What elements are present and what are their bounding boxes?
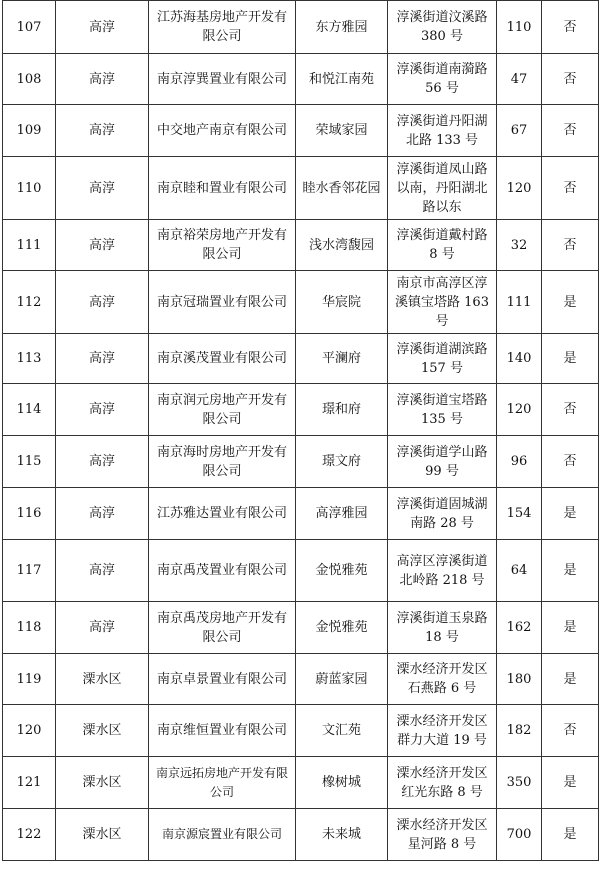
project-cell: 璟和府 (296, 384, 388, 436)
table-row (3, 809, 599, 861)
project-cell: 橡树城 (296, 757, 388, 809)
row-number: 122 (3, 809, 56, 861)
district-cell: 高淳 (56, 436, 149, 488)
district-cell: 高淳 (56, 334, 149, 384)
row-number: 116 (3, 488, 56, 540)
row-number: 107 (3, 1, 56, 54)
housing-project-table (2, 0, 599, 861)
table-row (3, 436, 599, 488)
table-row (3, 488, 599, 540)
flag-cell: 否 (542, 54, 599, 105)
project-cell: 荣域家园 (296, 105, 388, 157)
project-cell: 睦水香邻花园 (296, 157, 388, 220)
company-cell: 南京冠瑞置业有限公司 (149, 271, 296, 334)
table-row (3, 757, 599, 809)
address-cell: 淳溪街道凤山路以南，丹阳湖北路以东 (388, 157, 497, 220)
district-cell: 高淳 (56, 220, 149, 271)
row-number: 108 (3, 54, 56, 105)
address-cell: 淳溪街道固城湖南路 28 号 (388, 488, 497, 540)
flag-cell: 是 (542, 654, 599, 705)
flag-cell: 是 (542, 757, 599, 809)
flag-cell: 是 (542, 809, 599, 861)
district-cell: 高淳 (56, 271, 149, 334)
district-cell: 高淳 (56, 105, 149, 157)
district-cell: 高淳 (56, 54, 149, 105)
address-cell: 南京市高淳区淳溪镇宝塔路 163 号 (388, 271, 497, 334)
row-number: 113 (3, 334, 56, 384)
table-row (3, 157, 599, 220)
project-cell: 和悦江南苑 (296, 54, 388, 105)
table-row (3, 54, 599, 105)
address-cell: 淳溪街道学山路 99 号 (388, 436, 497, 488)
address-cell: 高淳区淳溪街道北岭路 218 号 (388, 540, 497, 602)
company-cell: 南京源宸置业有限公司 (149, 809, 296, 861)
flag-cell: 是 (542, 540, 599, 602)
flag-cell: 否 (542, 220, 599, 271)
project-cell: 未来城 (296, 809, 388, 861)
units-cell: 110 (497, 1, 542, 54)
address-cell: 淳溪街道宝塔路 135 号 (388, 384, 497, 436)
flag-cell: 否 (542, 384, 599, 436)
table-row (3, 705, 599, 757)
flag-cell: 否 (542, 436, 599, 488)
company-cell: 南京远拓房地产开发有限公司 (149, 757, 296, 809)
units-cell: 47 (497, 54, 542, 105)
company-cell: 南京睦和置业有限公司 (149, 157, 296, 220)
units-cell: 182 (497, 705, 542, 757)
table-row (3, 654, 599, 705)
table-row (3, 105, 599, 157)
units-cell: 162 (497, 602, 542, 654)
table-row (3, 602, 599, 654)
row-number: 117 (3, 540, 56, 602)
address-cell: 淳溪街道玉泉路 18 号 (388, 602, 497, 654)
units-cell: 67 (497, 105, 542, 157)
flag-cell: 是 (542, 334, 599, 384)
flag-cell: 是 (542, 602, 599, 654)
table-row (3, 1, 599, 54)
project-cell: 华宸院 (296, 271, 388, 334)
company-cell: 江苏雅达置业有限公司 (149, 488, 296, 540)
address-cell: 溧水经济开发区星河路 8 号 (388, 809, 497, 861)
company-cell: 南京禹茂房地产开发有限公司 (149, 602, 296, 654)
row-number: 121 (3, 757, 56, 809)
project-cell: 高淳雅园 (296, 488, 388, 540)
project-cell: 蔚蓝家园 (296, 654, 388, 705)
address-cell: 淳溪街道南漪路 56 号 (388, 54, 497, 105)
units-cell: 120 (497, 157, 542, 220)
district-cell: 高淳 (56, 1, 149, 54)
district-cell: 高淳 (56, 384, 149, 436)
row-number: 109 (3, 105, 56, 157)
units-cell: 350 (497, 757, 542, 809)
row-number: 111 (3, 220, 56, 271)
flag-cell: 是 (542, 271, 599, 334)
company-cell: 南京润元房地产开发有限公司 (149, 384, 296, 436)
address-cell: 溧水经济开发区石燕路 6 号 (388, 654, 497, 705)
row-number: 118 (3, 602, 56, 654)
units-cell: 154 (497, 488, 542, 540)
address-cell: 溧水经济开发区群力大道 19 号 (388, 705, 497, 757)
address-cell: 淳溪街道丹阳湖北路 133 号 (388, 105, 497, 157)
company-cell: 南京淳巽置业有限公司 (149, 54, 296, 105)
district-cell: 溧水区 (56, 757, 149, 809)
row-number: 120 (3, 705, 56, 757)
flag-cell: 否 (542, 705, 599, 757)
district-cell: 溧水区 (56, 705, 149, 757)
flag-cell: 是 (542, 488, 599, 540)
address-cell: 溧水经济开发区红光东路 8 号 (388, 757, 497, 809)
project-cell: 平澜府 (296, 334, 388, 384)
company-cell: 南京禹茂置业有限公司 (149, 540, 296, 602)
units-cell: 700 (497, 809, 542, 861)
project-cell: 璟文府 (296, 436, 388, 488)
district-cell: 高淳 (56, 540, 149, 602)
address-cell: 淳溪街道戴村路 8 号 (388, 220, 497, 271)
district-cell: 高淳 (56, 602, 149, 654)
units-cell: 96 (497, 436, 542, 488)
row-number: 115 (3, 436, 56, 488)
company-cell: 江苏海基房地产开发有限公司 (149, 1, 296, 54)
district-cell: 高淳 (56, 157, 149, 220)
company-cell: 南京裕荣房地产开发有限公司 (149, 220, 296, 271)
flag-cell: 否 (542, 157, 599, 220)
project-cell: 浅水湾馥园 (296, 220, 388, 271)
company-cell: 南京溪茂置业有限公司 (149, 334, 296, 384)
units-cell: 32 (497, 220, 542, 271)
address-cell: 淳溪街道汶溪路 380 号 (388, 1, 497, 54)
units-cell: 64 (497, 540, 542, 602)
row-number: 110 (3, 157, 56, 220)
table-row (3, 271, 599, 334)
units-cell: 140 (497, 334, 542, 384)
company-cell: 南京卓景置业有限公司 (149, 654, 296, 705)
units-cell: 111 (497, 271, 542, 334)
units-cell: 120 (497, 384, 542, 436)
district-cell: 溧水区 (56, 809, 149, 861)
row-number: 119 (3, 654, 56, 705)
project-cell: 金悦雅苑 (296, 602, 388, 654)
units-cell: 180 (497, 654, 542, 705)
project-cell: 金悦雅苑 (296, 540, 388, 602)
table-row (3, 384, 599, 436)
flag-cell: 否 (542, 105, 599, 157)
company-cell: 南京海时房地产开发有限公司 (149, 436, 296, 488)
table-row (3, 540, 599, 602)
district-cell: 溧水区 (56, 654, 149, 705)
table-row (3, 334, 599, 384)
row-number: 114 (3, 384, 56, 436)
flag-cell: 否 (542, 1, 599, 54)
address-cell: 淳溪街道湖滨路 157 号 (388, 334, 497, 384)
row-number: 112 (3, 271, 56, 334)
company-cell: 南京维恒置业有限公司 (149, 705, 296, 757)
project-cell: 东方雅园 (296, 1, 388, 54)
project-cell: 文汇苑 (296, 705, 388, 757)
district-cell: 高淳 (56, 488, 149, 540)
table-row (3, 220, 599, 271)
company-cell: 中交地产南京有限公司 (149, 105, 296, 157)
